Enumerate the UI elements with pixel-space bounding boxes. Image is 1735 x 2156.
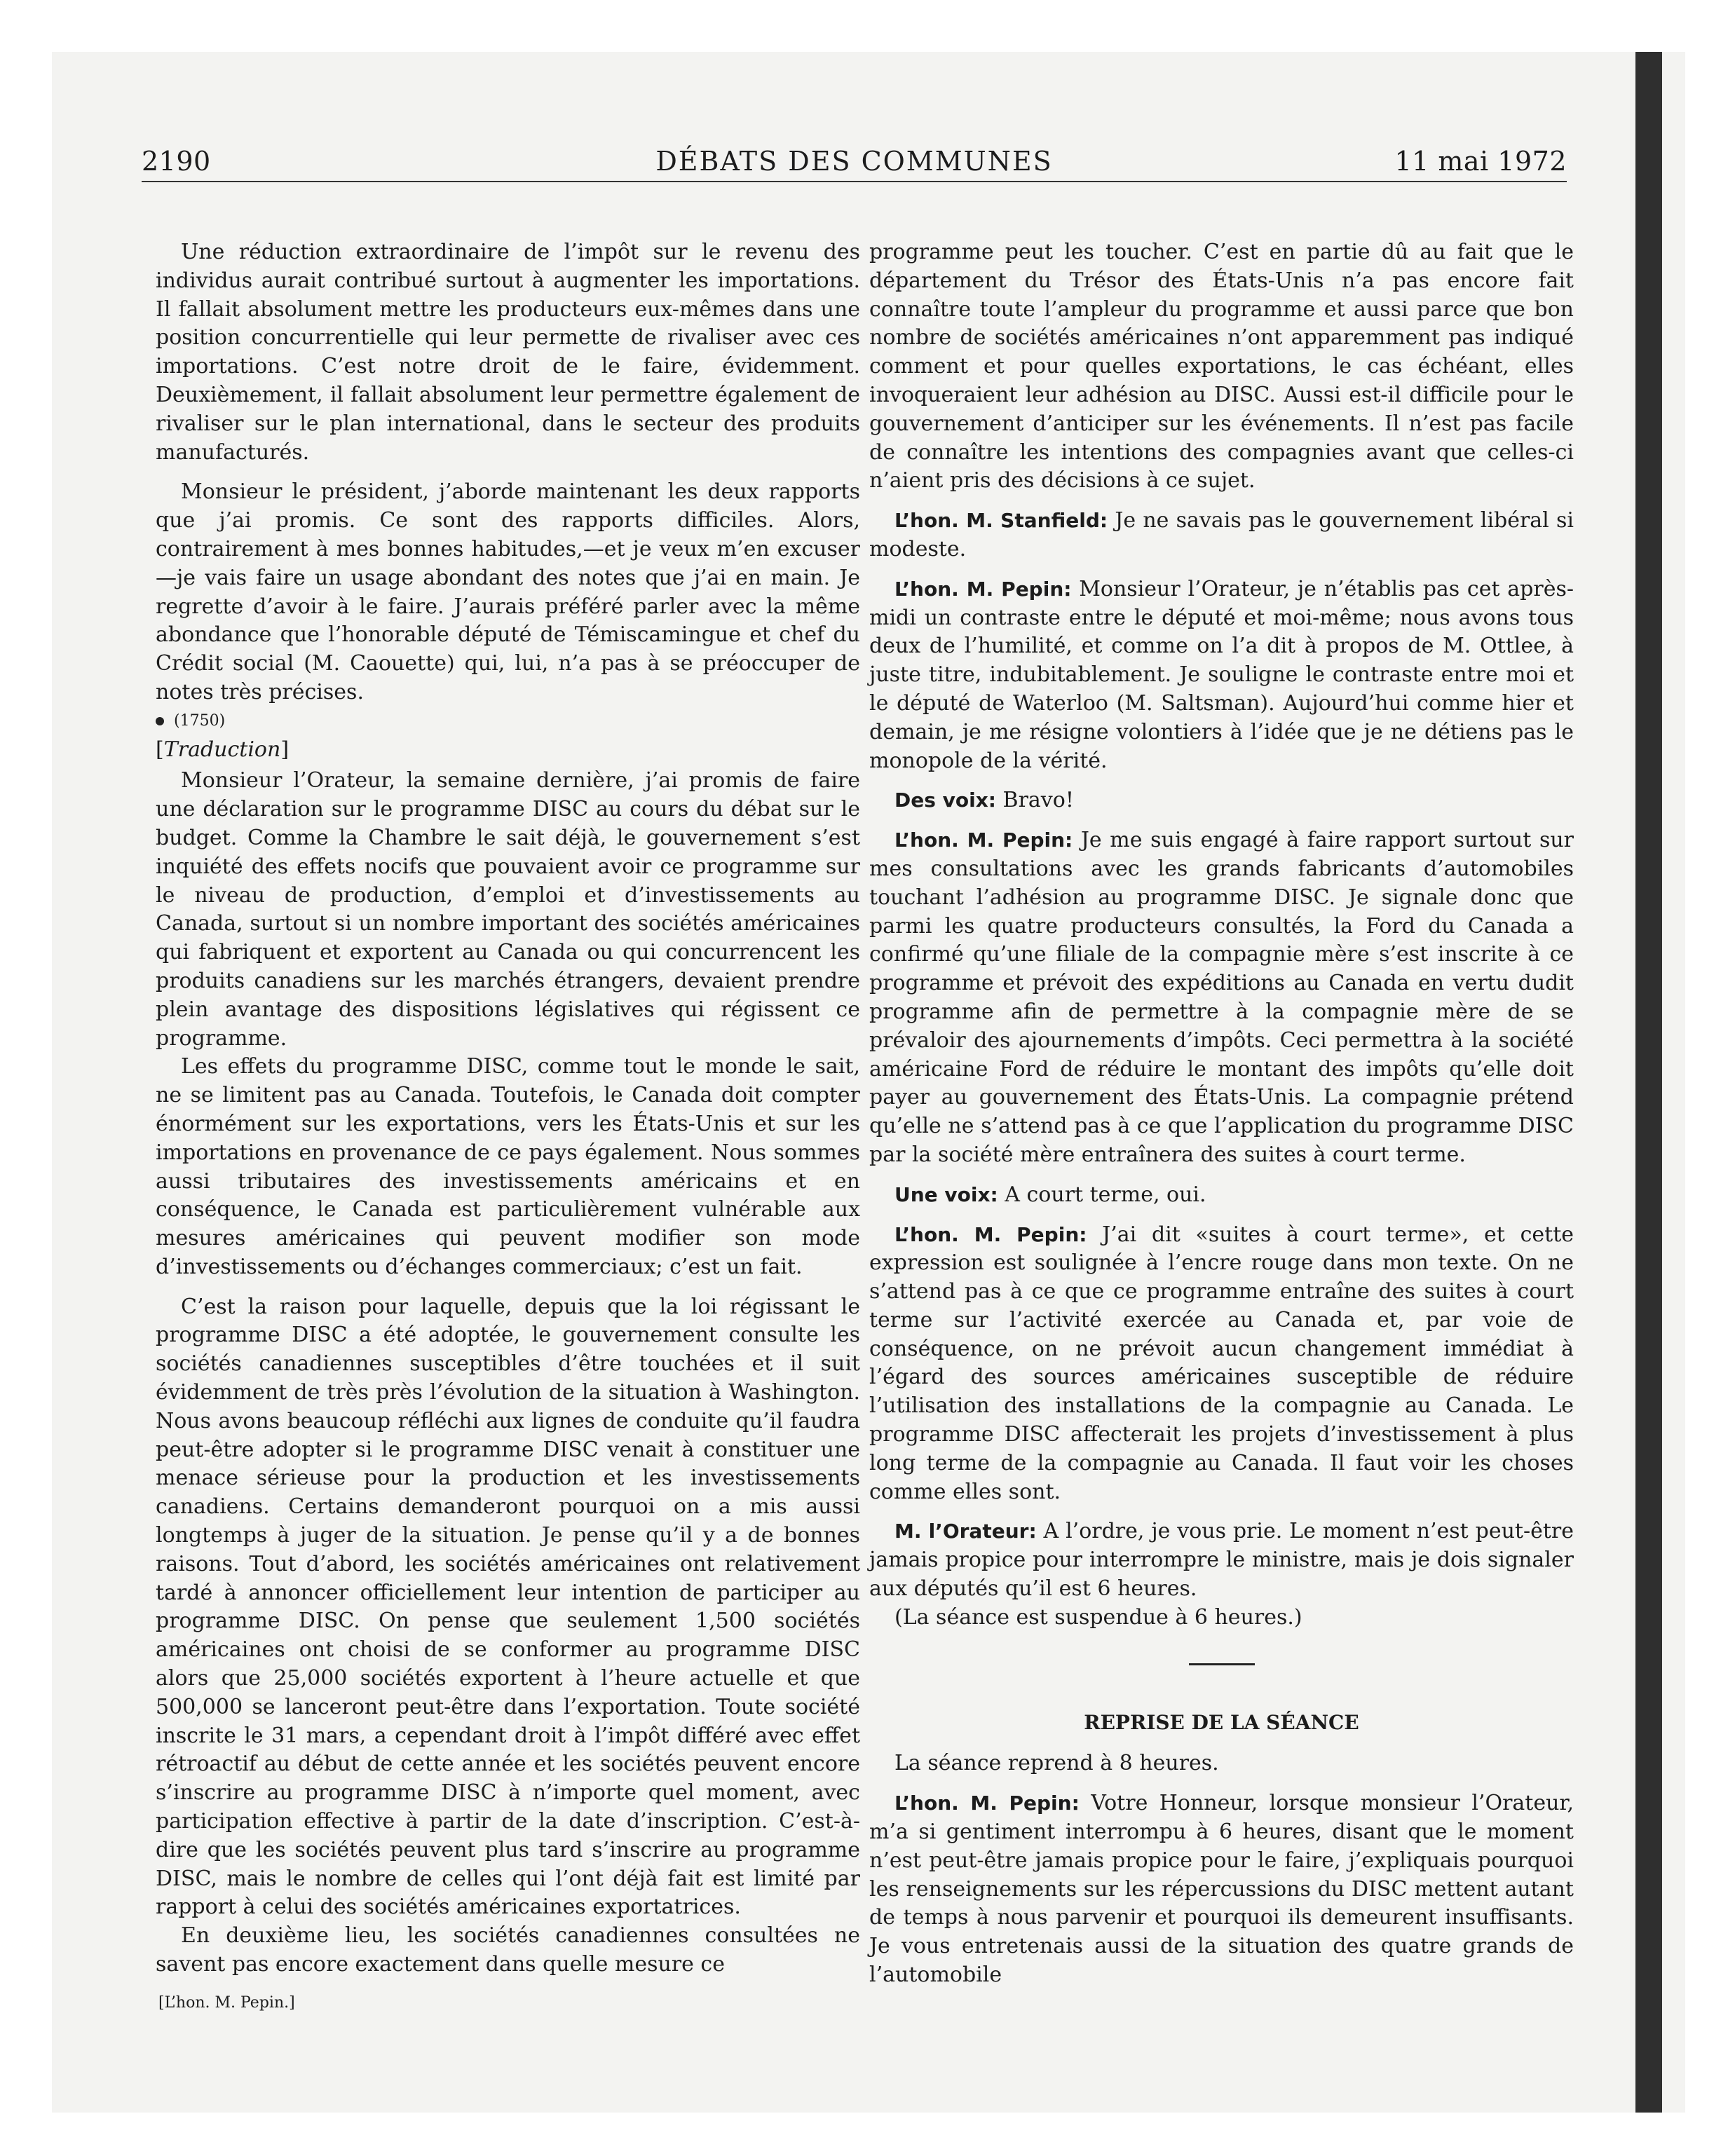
speaker-name: Une voix: [894, 1182, 998, 1206]
speech [869, 1789, 1574, 1990]
timestamp [156, 707, 860, 736]
paragraph: Les effets du programme DISC, comme tout le monde le sait, ne se limitent pas au Canada. Toutefois, le Canada doit compter énormément sur les exportations, vers les États-Unis et sur les importations en provenance de ce pays également. Nous sommes aussi tributaires des investissements américains et en conséquence, le Canada est particulièrement vulnérable aux mesures américaines qui peuvent modifier son mode d’investissements ou d’échanges commerciaux; c’est un fait. [156, 1054, 860, 1279]
speech [869, 575, 1574, 776]
timestamp-text: (1750) [174, 711, 226, 730]
paragraph: Monsieur le président, j’aborde maintenant les deux rapports que j’ai promis. Ce sont des rapports difficiles. Alors, contrairement à mes bonnes habitudes,—et je veux m’en excuser—je vais faire un usage abondant des notes que j’ai en main. Je regrette d’avoir à le faire. J’aurais préféré parler avec la même abondance que l’honorable député de Témiscamingue et chef du Crédit social (M. Caouette) qui, lui, n’a pas à se préoccuper de notes très précises. [156, 479, 860, 704]
publication-date: 11 mai 1972 [1394, 146, 1567, 177]
left-column [156, 238, 860, 2018]
suspension-note: (La séance est suspendue à 6 heures.) [894, 1604, 1302, 1630]
speech-text: Bravo! [996, 788, 1074, 813]
speech [869, 786, 1574, 815]
scan-edge-shadow [1635, 52, 1662, 2113]
resume-note: La séance reprend à 8 heures. [894, 1751, 1219, 1776]
translation-label: Traduction [163, 737, 281, 762]
speech [869, 1181, 1574, 1210]
page-header [142, 146, 1567, 182]
speaker-name: L’hon. M. Pepin: [894, 577, 1072, 601]
speech [869, 507, 1574, 564]
speech-text: Je me suis engagé à faire rapport surtout sur mes consultations avec les grands fabricants d’automobiles touchant l’adhésion au programme DISC. Je signale donc que parmi les quatre producteurs consultés, la Ford du Canada a confirmé qu’une filiale de la compagnie mère s’est inscrite à ce programme et prévoit des expéditions au Canada en vertu dudit programme afin de permettre à la compagnie mère de se prévaloir des ajournements d’impôts. Ceci permettra à la société américaine Ford de réduire le montant des impôts qu’elle doit payer au gouvernement des États-Unis. La compagnie prétend qu’elle ne s’attend pas à ce que l’application du programme DISC par la société mère entraînera des suites à court terme. [869, 828, 1574, 1167]
publication-title: DÉBATS DES COMMUNES [655, 146, 1053, 177]
paragraph: C’est la raison pour laquelle, depuis que la loi régissant le programme DISC a été adoptée, le gouvernement consulte les sociétés canadiennes susceptibles d’être touchées et il suit évidemment de très près l’évolution de la situation à Washington. Nous avons beaucoup réfléchi aux lignes de conduite qu’il faudra peut-être adopter si le programme DISC venait à constituer une menace sérieuse pour la production et les investissements canadiens. Certains demanderont pourquoi on a mis aussi longtemps à juger de la situation. Je pense qu’il y a de bonnes raisons. Tout d’abord, les sociétés américaines ont relativement tardé à annoncer officiellement leur intention de participer au programme DISC. On pense que seulement 1,500 sociétés américaines ont choisi de se conformer au programme DISC alors que 25,000 sociétés exportent à l’heure actuelle et que 500,000 se lanceront peut-être dans l’exportation. Toute société inscrite le 31 mars, a cependant droit à l’impôt différé avec effet rétroactif au début de cette année et les sociétés peuvent encore s’inscrire au programme DISC à n’importe quel moment, avec participation effective à partir de la date d’inscription. C’est-à-dire que les sociétés peuvent plus tard s’inscrire au programme DISC, mais le nombre de celles qui l’ont déjà fait est limité par rapport à celui des sociétés américaines exportatrices. [156, 1294, 860, 1920]
right-column [869, 238, 1574, 1990]
speaker-name: L’hon. M. Pepin: [894, 1792, 1080, 1815]
speech [869, 1221, 1574, 1507]
paragraph: Une réduction extraordinaire de l’impôt sur le revenu des individus aurait contribué surtout à augmenter les importations. Il fallait absolument mettre les producteurs eux-mêmes dans une position concurrentielle qui leur permette de rivaliser avec ces importations. C’est notre droit de le faire, évidemment. Deuxièmement, il fallait absolument leur permettre également de rivaliser sur le plan international, dans le secteur des produits manufacturés. [156, 240, 860, 465]
speech-text: A l’ordre, je vous prie. Le moment n’est peut-être jamais propice pour interrompre le ministre, mais je dois signaler aux députés qu’il est 6 heures. [869, 1519, 1574, 1602]
speech-text: Votre Honneur, lorsque monsieur l’Orateur, m’a si gentiment interrompu à 6 heures, disant que le moment n’est peut-être jamais propice pour le faire, j’expliquais pourquoi les renseignements sur les répercussions du DISC mettent autant de temps à nous parvenir et pourquoi ils demeurent insuffisants. Je vous entretenais aussi de la situation des quatre grands de l’automobile [869, 1791, 1574, 1988]
speaker-name: L’hon. M. Pepin: [894, 828, 1073, 852]
speech-text: J’ai dit «suites à court terme», et cette expression est soulignée à l’encre rouge dans mon texte. On ne s’attend pas à ce que ce programme entraîne des suites à court terme sur l’activité exercée au Canada et, par voie de conséquence, on ne prévoit aucun changement immédiat à l’égard des sources américaines susceptible de réduire l’utilisation des installations de la compagnie au Canada. Le programme DISC affecterait les projets d’investissement à plus long terme de la compagnie au Canada. Il faut voir les choses comme elles sont. [869, 1222, 1574, 1504]
translation-marker: [Traduction] [156, 737, 290, 762]
section-divider [1189, 1663, 1255, 1665]
speaker-name: L’hon. M. Stanfield: [894, 509, 1108, 533]
paragraph: En deuxième lieu, les sociétés canadiennes consultées ne savent pas encore exactement dans quelle mesure ce [156, 1923, 860, 1977]
speaker-name: L’hon. M. Pepin: [894, 1222, 1087, 1246]
speech-text: Je ne savais pas le gouvernement libéral si modeste. [869, 508, 1574, 561]
speech-text: Monsieur l’Orateur, je n’établis pas cet après-midi un contraste entre le député et moi-même; nous avons tous deux de l’humilité, et comme on l’a dit à propos de M. Ottlee, à juste titre, indubitablement. Je souligne le contraste entre moi et le député de Waterloo (M. Saltsman). Aujourd’hui comme hier et demain, je me résigne volontiers à l’idée que je ne détiens pas le monopole de la vérité. [869, 576, 1574, 773]
speech-text: A court terme, oui. [998, 1182, 1206, 1207]
speaker-name: Des voix: [894, 789, 996, 812]
paragraph: programme peut les toucher. C’est en partie dû au fait que le département du Trésor des États-Unis n’a pas encore fait connaître toute l’ampleur du programme et aussi parce que bon nombre de sociétés américaines n’ont apparemment pas indiqué comment et pour quelles exportations, le cas échéant, elles invoqueraient leur adhésion au DISC. Aussi est-il difficile pour le gouvernement d’anticiper sur les événements. Il n’est pas facile de connaître les intentions des compagnies avant que celles-ci n’aient pris des décisions à ce sujet. [869, 240, 1574, 493]
speaker-footnote: [L’hon. M. Pepin.] [158, 1993, 295, 2012]
speech [869, 1517, 1574, 1603]
page-number: 2190 [142, 146, 211, 177]
paragraph: Monsieur l’Orateur, la semaine dernière, j’ai promis de faire une déclaration sur le programme DISC au cours du débat sur le budget. Comme la Chambre le sait déjà, le gouvernement s’est inquiété des effets nocifs que pouvaient avoir ce programme sur le niveau de production, d’emploi et d’investissements au Canada, surtout si un nombre important des sociétés américaines qui fabriquent et exportent au Canada ou qui concurrencent les produits canadiens sur les marchés étrangers, devaient prendre plein avantage des dispositions législatives qui régissent ce programme. [156, 768, 860, 1051]
speech [869, 826, 1574, 1170]
speaker-name: M. l’Orateur: [894, 1520, 1037, 1543]
bullet-icon [156, 717, 164, 725]
section-heading: REPRISE DE LA SÉANCE [1084, 1710, 1359, 1734]
